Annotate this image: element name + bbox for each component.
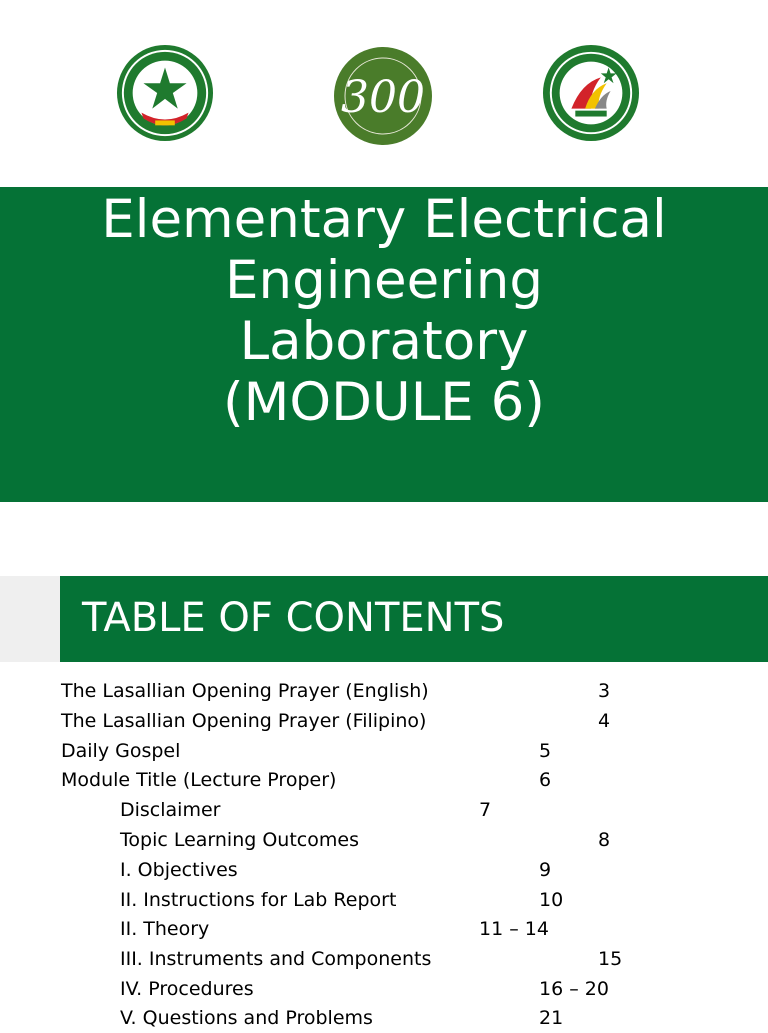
toc-entry — [0, 1003, 768, 1033]
document-title — [0, 189, 768, 433]
title-line-2: Engineering — [225, 250, 543, 311]
toc-entry-page: 3 — [598, 680, 611, 702]
toc-entry-page: 11 – 14 — [479, 918, 549, 940]
toc-entry-page: 4 — [598, 710, 611, 732]
toc-entry — [0, 736, 768, 766]
toc-entry — [0, 825, 768, 855]
toc-entry — [0, 914, 768, 944]
toc-entry-title: Module Title (Lecture Proper) — [61, 769, 337, 791]
toc-header-accent — [0, 576, 60, 662]
toc-entry-title: II. Instructions for Lab Report — [120, 889, 397, 911]
university-seal-logo — [116, 44, 214, 142]
toc-entry-page: 15 — [598, 948, 623, 970]
title-line-3: Laboratory — [239, 311, 529, 372]
toc-entry — [0, 974, 768, 1004]
toc-entry — [0, 795, 768, 825]
toc-entry-title: V. Questions and Problems — [120, 1007, 373, 1029]
toc-entry-page: 7 — [479, 799, 492, 821]
toc-entry-title: Topic Learning Outcomes — [120, 829, 359, 851]
anniversary-300-logo — [333, 46, 433, 146]
toc-entry-title: Daily Gospel — [61, 740, 181, 762]
toc-entry-page: 9 — [539, 859, 552, 881]
toc-entry-title: II. Theory — [120, 918, 210, 940]
toc-entry — [0, 885, 768, 915]
toc-entry-page: 21 — [539, 1007, 564, 1029]
toc-entry — [0, 706, 768, 736]
toc-entry-page: 8 — [598, 829, 611, 851]
toc-heading: TABLE OF CONTENTS — [82, 595, 505, 641]
toc-entry-title: III. Instruments and Components — [120, 948, 432, 970]
toc-entry-page: 5 — [539, 740, 552, 762]
toc-entry-page: 10 — [539, 889, 564, 911]
title-line-4: (MODULE 6) — [223, 372, 545, 433]
college-seal-logo — [542, 44, 640, 142]
toc-entry — [0, 944, 768, 974]
toc-entry-title: The Lasallian Opening Prayer (Filipino) — [61, 710, 427, 732]
toc-entry-page: 16 – 20 — [539, 978, 609, 1000]
toc-entry-title: The Lasallian Opening Prayer (English) — [61, 680, 429, 702]
svg-text:300: 300 — [341, 72, 425, 123]
toc-entry-title: I. Objectives — [120, 859, 238, 881]
toc-entry — [0, 765, 768, 795]
toc-entry — [0, 855, 768, 885]
toc-entry-title: Disclaimer — [120, 799, 221, 821]
toc-entry — [0, 676, 768, 706]
toc-entry-page: 6 — [539, 769, 552, 791]
title-line-1: Elementary Electrical — [101, 189, 667, 250]
toc-entry-title: IV. Procedures — [120, 978, 254, 1000]
